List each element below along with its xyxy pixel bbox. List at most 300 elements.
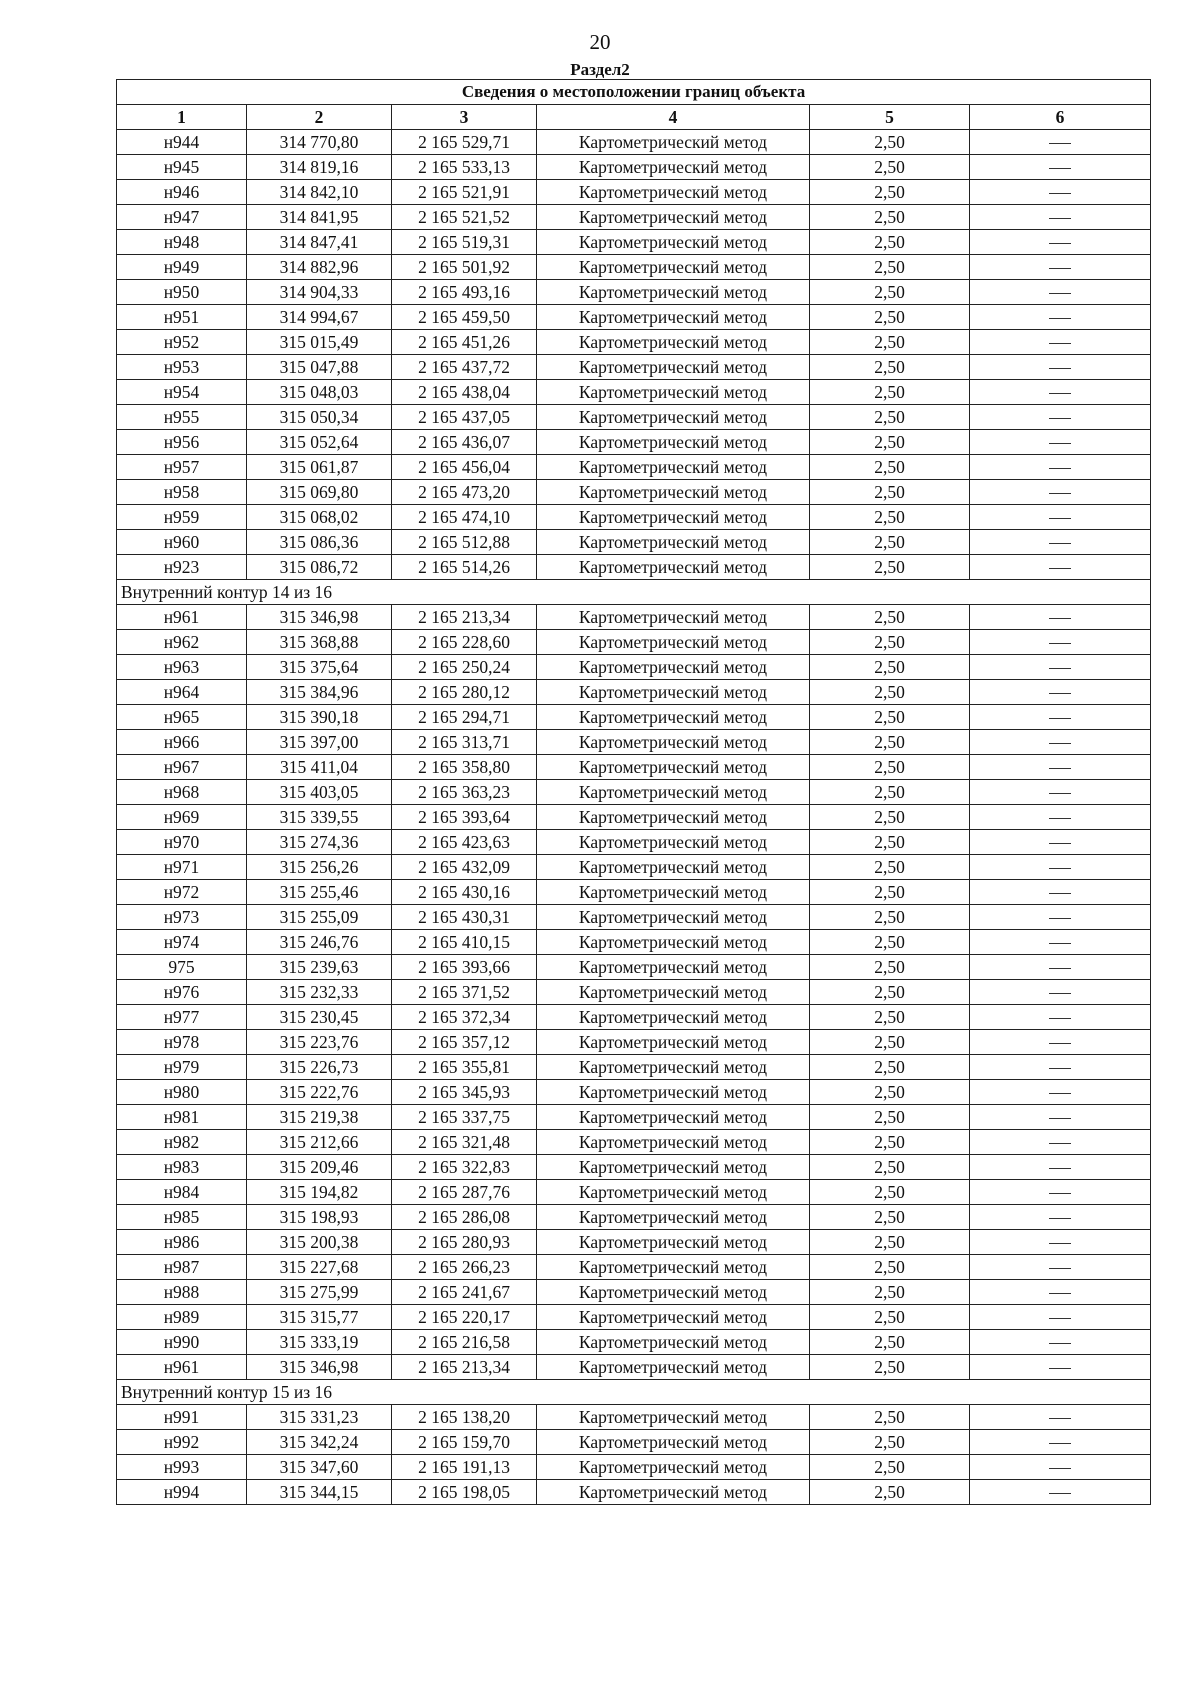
method-cell: Картометрический метод xyxy=(537,1305,810,1330)
column-header: 4 xyxy=(537,105,810,130)
accuracy-cell: 2,50 xyxy=(810,1405,970,1430)
accuracy-cell: 2,50 xyxy=(810,155,970,180)
note-cell xyxy=(970,130,1151,155)
method-cell: Картометрический метод xyxy=(537,1005,810,1030)
note-cell xyxy=(970,680,1151,705)
method-cell: Картометрический метод xyxy=(537,355,810,380)
table-row xyxy=(117,455,1151,480)
dash-mark xyxy=(1049,1193,1071,1194)
note-cell xyxy=(970,880,1151,905)
x-coordinate-cell: 315 347,60 xyxy=(247,1455,392,1480)
y-coordinate-cell: 2 165 250,24 xyxy=(392,655,537,680)
dash-mark xyxy=(1049,368,1071,369)
method-cell: Картометрический метод xyxy=(537,805,810,830)
dash-mark xyxy=(1049,718,1071,719)
dash-mark xyxy=(1049,843,1071,844)
method-cell: Картометрический метод xyxy=(537,1230,810,1255)
y-coordinate-cell: 2 165 191,13 xyxy=(392,1455,537,1480)
point-id-cell: н990 xyxy=(117,1330,247,1355)
note-cell xyxy=(970,530,1151,555)
accuracy-cell: 2,50 xyxy=(810,1180,970,1205)
y-coordinate-cell: 2 165 437,72 xyxy=(392,355,537,380)
method-cell: Картометрический метод xyxy=(537,1180,810,1205)
accuracy-cell: 2,50 xyxy=(810,530,970,555)
x-coordinate-cell: 315 342,24 xyxy=(247,1430,392,1455)
x-coordinate-cell: 315 198,93 xyxy=(247,1205,392,1230)
table-row xyxy=(117,655,1151,680)
method-cell: Картометрический метод xyxy=(537,680,810,705)
y-coordinate-cell: 2 165 519,31 xyxy=(392,230,537,255)
x-coordinate-cell: 315 255,09 xyxy=(247,905,392,930)
table-row xyxy=(117,880,1151,905)
y-coordinate-cell: 2 165 474,10 xyxy=(392,505,537,530)
dash-mark xyxy=(1049,243,1071,244)
x-coordinate-cell: 315 384,96 xyxy=(247,680,392,705)
accuracy-cell: 2,50 xyxy=(810,705,970,730)
point-id-cell: н947 xyxy=(117,205,247,230)
method-cell: Картометрический метод xyxy=(537,605,810,630)
accuracy-cell: 2,50 xyxy=(810,430,970,455)
method-cell: Картометрический метод xyxy=(537,155,810,180)
table-row xyxy=(117,630,1151,655)
y-coordinate-cell: 2 165 521,52 xyxy=(392,205,537,230)
accuracy-cell: 2,50 xyxy=(810,855,970,880)
dash-mark xyxy=(1049,1218,1071,1219)
y-coordinate-cell: 2 165 159,70 xyxy=(392,1430,537,1455)
column-header: 1 xyxy=(117,105,247,130)
table-row xyxy=(117,730,1151,755)
y-coordinate-cell: 2 165 266,23 xyxy=(392,1255,537,1280)
table-row xyxy=(117,955,1151,980)
point-id-cell: н981 xyxy=(117,1105,247,1130)
note-cell xyxy=(970,205,1151,230)
dash-mark xyxy=(1049,543,1071,544)
dash-mark xyxy=(1049,1118,1071,1119)
note-cell xyxy=(970,1305,1151,1330)
table-row xyxy=(117,1055,1151,1080)
note-cell xyxy=(970,405,1151,430)
table-row xyxy=(117,155,1151,180)
method-cell: Картометрический метод xyxy=(537,1280,810,1305)
dash-mark xyxy=(1049,668,1071,669)
accuracy-cell: 2,50 xyxy=(810,1080,970,1105)
method-cell: Картометрический метод xyxy=(537,305,810,330)
accuracy-cell: 2,50 xyxy=(810,630,970,655)
note-cell xyxy=(970,980,1151,1005)
table-caption: Сведения о местоположении границ объекта xyxy=(117,80,1151,105)
dash-mark xyxy=(1049,1143,1071,1144)
note-cell xyxy=(970,655,1151,680)
dash-mark xyxy=(1049,618,1071,619)
point-id-cell: н966 xyxy=(117,730,247,755)
dash-mark xyxy=(1049,1493,1071,1494)
note-cell xyxy=(970,305,1151,330)
note-cell xyxy=(970,180,1151,205)
x-coordinate-cell: 315 397,00 xyxy=(247,730,392,755)
table-row xyxy=(117,855,1151,880)
point-id-cell: н968 xyxy=(117,780,247,805)
point-id-cell: н962 xyxy=(117,630,247,655)
x-coordinate-cell: 315 274,36 xyxy=(247,830,392,855)
accuracy-cell: 2,50 xyxy=(810,280,970,305)
dash-mark xyxy=(1049,1368,1071,1369)
point-id-cell: н987 xyxy=(117,1255,247,1280)
method-cell: Картометрический метод xyxy=(537,855,810,880)
y-coordinate-cell: 2 165 345,93 xyxy=(392,1080,537,1105)
table-row xyxy=(117,1480,1151,1505)
accuracy-cell: 2,50 xyxy=(810,905,970,930)
contour-label: Внутренний контур 15 из 16 xyxy=(117,1380,1151,1405)
y-coordinate-cell: 2 165 451,26 xyxy=(392,330,537,355)
dash-mark xyxy=(1049,1093,1071,1094)
y-coordinate-cell: 2 165 529,71 xyxy=(392,130,537,155)
x-coordinate-cell: 315 223,76 xyxy=(247,1030,392,1055)
x-coordinate-cell: 315 068,02 xyxy=(247,505,392,530)
accuracy-cell: 2,50 xyxy=(810,1205,970,1230)
y-coordinate-cell: 2 165 432,09 xyxy=(392,855,537,880)
point-id-cell: н988 xyxy=(117,1280,247,1305)
table-row xyxy=(117,280,1151,305)
accuracy-cell: 2,50 xyxy=(810,1030,970,1055)
point-id-cell: н985 xyxy=(117,1205,247,1230)
accuracy-cell: 2,50 xyxy=(810,1105,970,1130)
note-cell xyxy=(970,855,1151,880)
method-cell: Картометрический метод xyxy=(537,730,810,755)
point-id-cell: н986 xyxy=(117,1230,247,1255)
dash-mark xyxy=(1049,418,1071,419)
x-coordinate-cell: 315 212,66 xyxy=(247,1130,392,1155)
dash-mark xyxy=(1049,1318,1071,1319)
y-coordinate-cell: 2 165 220,17 xyxy=(392,1305,537,1330)
accuracy-cell: 2,50 xyxy=(810,1280,970,1305)
table-row xyxy=(117,1405,1151,1430)
method-cell: Картометрический метод xyxy=(537,380,810,405)
note-cell xyxy=(970,1255,1151,1280)
dash-mark xyxy=(1049,868,1071,869)
dash-mark xyxy=(1049,918,1071,919)
method-cell: Картометрический метод xyxy=(537,755,810,780)
x-coordinate-cell: 314 841,95 xyxy=(247,205,392,230)
note-cell xyxy=(970,755,1151,780)
table-row xyxy=(117,705,1151,730)
y-coordinate-cell: 2 165 436,07 xyxy=(392,430,537,455)
point-id-cell: н946 xyxy=(117,180,247,205)
note-cell xyxy=(970,1480,1151,1505)
accuracy-cell: 2,50 xyxy=(810,680,970,705)
caption-row xyxy=(117,80,1151,105)
y-coordinate-cell: 2 165 280,12 xyxy=(392,680,537,705)
method-cell: Картометрический метод xyxy=(537,1080,810,1105)
method-cell: Картометрический метод xyxy=(537,180,810,205)
y-coordinate-cell: 2 165 473,20 xyxy=(392,480,537,505)
x-coordinate-cell: 315 200,38 xyxy=(247,1230,392,1255)
method-cell: Картометрический метод xyxy=(537,1030,810,1055)
point-id-cell: н952 xyxy=(117,330,247,355)
point-id-cell: н994 xyxy=(117,1480,247,1505)
point-id-cell: н983 xyxy=(117,1155,247,1180)
point-id-cell: н944 xyxy=(117,130,247,155)
accuracy-cell: 2,50 xyxy=(810,455,970,480)
accuracy-cell: 2,50 xyxy=(810,1330,970,1355)
table-row xyxy=(117,755,1151,780)
accuracy-cell: 2,50 xyxy=(810,130,970,155)
y-coordinate-cell: 2 165 280,93 xyxy=(392,1230,537,1255)
y-coordinate-cell: 2 165 363,23 xyxy=(392,780,537,805)
x-coordinate-cell: 315 219,38 xyxy=(247,1105,392,1130)
note-cell xyxy=(970,1080,1151,1105)
table-row xyxy=(117,1005,1151,1030)
table-row xyxy=(117,1355,1151,1380)
x-coordinate-cell: 315 232,33 xyxy=(247,980,392,1005)
method-cell: Картометрический метод xyxy=(537,655,810,680)
table-row xyxy=(117,605,1151,630)
table-row xyxy=(117,555,1151,580)
dash-mark xyxy=(1049,768,1071,769)
dash-mark xyxy=(1049,1043,1071,1044)
dash-mark xyxy=(1049,1243,1071,1244)
method-cell: Картометрический метод xyxy=(537,205,810,230)
accuracy-cell: 2,50 xyxy=(810,830,970,855)
dash-mark xyxy=(1049,818,1071,819)
y-coordinate-cell: 2 165 456,04 xyxy=(392,455,537,480)
note-cell xyxy=(970,380,1151,405)
x-coordinate-cell: 314 847,41 xyxy=(247,230,392,255)
column-header: 5 xyxy=(810,105,970,130)
dash-mark xyxy=(1049,943,1071,944)
accuracy-cell: 2,50 xyxy=(810,480,970,505)
method-cell: Картометрический метод xyxy=(537,405,810,430)
x-coordinate-cell: 315 222,76 xyxy=(247,1080,392,1105)
note-cell xyxy=(970,1055,1151,1080)
y-coordinate-cell: 2 165 512,88 xyxy=(392,530,537,555)
note-cell xyxy=(970,1330,1151,1355)
accuracy-cell: 2,50 xyxy=(810,305,970,330)
dash-mark xyxy=(1049,693,1071,694)
note-cell xyxy=(970,955,1151,980)
table-row xyxy=(117,505,1151,530)
x-coordinate-cell: 315 346,98 xyxy=(247,1355,392,1380)
column-header: 3 xyxy=(392,105,537,130)
y-coordinate-cell: 2 165 286,08 xyxy=(392,1205,537,1230)
x-coordinate-cell: 315 255,46 xyxy=(247,880,392,905)
method-cell: Картометрический метод xyxy=(537,880,810,905)
method-cell: Картометрический метод xyxy=(537,905,810,930)
point-id-cell: н976 xyxy=(117,980,247,1005)
point-id-cell: н971 xyxy=(117,855,247,880)
y-coordinate-cell: 2 165 423,63 xyxy=(392,830,537,855)
x-coordinate-cell: 315 390,18 xyxy=(247,705,392,730)
dash-mark xyxy=(1049,168,1071,169)
table-row xyxy=(117,1180,1151,1205)
x-coordinate-cell: 315 239,63 xyxy=(247,955,392,980)
method-cell: Картометрический метод xyxy=(537,1130,810,1155)
dash-mark xyxy=(1049,143,1071,144)
y-coordinate-cell: 2 165 337,75 xyxy=(392,1105,537,1130)
column-header: 6 xyxy=(970,105,1151,130)
method-cell: Картометрический метод xyxy=(537,455,810,480)
method-cell: Картометрический метод xyxy=(537,705,810,730)
note-cell xyxy=(970,1205,1151,1230)
x-coordinate-cell: 315 086,36 xyxy=(247,530,392,555)
point-id-cell: н948 xyxy=(117,230,247,255)
accuracy-cell: 2,50 xyxy=(810,1055,970,1080)
accuracy-cell: 2,50 xyxy=(810,755,970,780)
point-id-cell: н969 xyxy=(117,805,247,830)
method-cell: Картометрический метод xyxy=(537,1405,810,1430)
table-row xyxy=(117,905,1151,930)
point-id-cell: н984 xyxy=(117,1180,247,1205)
accuracy-cell: 2,50 xyxy=(810,805,970,830)
point-id-cell: н978 xyxy=(117,1030,247,1055)
note-cell xyxy=(970,805,1151,830)
point-id-cell: н964 xyxy=(117,680,247,705)
point-id-cell: н954 xyxy=(117,380,247,405)
accuracy-cell: 2,50 xyxy=(810,980,970,1005)
note-cell xyxy=(970,1455,1151,1480)
boundary-coordinates-table xyxy=(116,79,1151,1505)
dash-mark xyxy=(1049,793,1071,794)
dash-mark xyxy=(1049,343,1071,344)
dash-mark xyxy=(1049,1343,1071,1344)
table-row xyxy=(117,230,1151,255)
point-id-cell: н967 xyxy=(117,755,247,780)
point-id-cell: н950 xyxy=(117,280,247,305)
table-row xyxy=(117,830,1151,855)
table-row xyxy=(117,780,1151,805)
point-id-cell: н970 xyxy=(117,830,247,855)
y-coordinate-cell: 2 165 430,31 xyxy=(392,905,537,930)
table-row xyxy=(117,305,1151,330)
y-coordinate-cell: 2 165 501,92 xyxy=(392,255,537,280)
note-cell xyxy=(970,1180,1151,1205)
note-cell xyxy=(970,1130,1151,1155)
y-coordinate-cell: 2 165 533,13 xyxy=(392,155,537,180)
note-cell xyxy=(970,480,1151,505)
x-coordinate-cell: 315 344,15 xyxy=(247,1480,392,1505)
table-row xyxy=(117,1430,1151,1455)
accuracy-cell: 2,50 xyxy=(810,255,970,280)
table-row xyxy=(117,130,1151,155)
x-coordinate-cell: 315 375,64 xyxy=(247,655,392,680)
method-cell: Картометрический метод xyxy=(537,955,810,980)
dash-mark xyxy=(1049,1268,1071,1269)
note-cell xyxy=(970,505,1151,530)
method-cell: Картометрический метод xyxy=(537,330,810,355)
accuracy-cell: 2,50 xyxy=(810,230,970,255)
point-id-cell: н951 xyxy=(117,305,247,330)
accuracy-cell: 2,50 xyxy=(810,180,970,205)
x-coordinate-cell: 315 209,46 xyxy=(247,1155,392,1180)
y-coordinate-cell: 2 165 198,05 xyxy=(392,1480,537,1505)
x-coordinate-cell: 315 230,45 xyxy=(247,1005,392,1030)
y-coordinate-cell: 2 165 372,34 xyxy=(392,1005,537,1030)
accuracy-cell: 2,50 xyxy=(810,930,970,955)
point-id-cell: н982 xyxy=(117,1130,247,1155)
accuracy-cell: 2,50 xyxy=(810,355,970,380)
y-coordinate-cell: 2 165 322,83 xyxy=(392,1155,537,1180)
accuracy-cell: 2,50 xyxy=(810,1305,970,1330)
dash-mark xyxy=(1049,468,1071,469)
note-cell xyxy=(970,930,1151,955)
table-row xyxy=(117,680,1151,705)
x-coordinate-cell: 315 015,49 xyxy=(247,330,392,355)
note-cell xyxy=(970,355,1151,380)
point-id-cell: н961 xyxy=(117,605,247,630)
x-coordinate-cell: 314 770,80 xyxy=(247,130,392,155)
table-row xyxy=(117,355,1151,380)
dash-mark xyxy=(1049,268,1071,269)
x-coordinate-cell: 315 333,19 xyxy=(247,1330,392,1355)
dash-mark xyxy=(1049,493,1071,494)
note-cell xyxy=(970,705,1151,730)
y-coordinate-cell: 2 165 371,52 xyxy=(392,980,537,1005)
y-coordinate-cell: 2 165 228,60 xyxy=(392,630,537,655)
y-coordinate-cell: 2 165 393,66 xyxy=(392,955,537,980)
table-row xyxy=(117,405,1151,430)
y-coordinate-cell: 2 165 294,71 xyxy=(392,705,537,730)
table-row xyxy=(117,1455,1151,1480)
y-coordinate-cell: 2 165 321,48 xyxy=(392,1130,537,1155)
method-cell: Картометрический метод xyxy=(537,980,810,1005)
column-header: 2 xyxy=(247,105,392,130)
point-id-cell: н957 xyxy=(117,455,247,480)
table-row xyxy=(117,1205,1151,1230)
dash-mark xyxy=(1049,443,1071,444)
method-cell: Картометрический метод xyxy=(537,480,810,505)
method-cell: Картометрический метод xyxy=(537,530,810,555)
table-row xyxy=(117,1030,1151,1055)
point-id-cell: 975 xyxy=(117,955,247,980)
table-row xyxy=(117,1155,1151,1180)
y-coordinate-cell: 2 165 493,16 xyxy=(392,280,537,305)
accuracy-cell: 2,50 xyxy=(810,1255,970,1280)
point-id-cell: н973 xyxy=(117,905,247,930)
y-coordinate-cell: 2 165 459,50 xyxy=(392,305,537,330)
method-cell: Картометрический метод xyxy=(537,780,810,805)
y-coordinate-cell: 2 165 213,34 xyxy=(392,605,537,630)
accuracy-cell: 2,50 xyxy=(810,655,970,680)
x-coordinate-cell: 315 052,64 xyxy=(247,430,392,455)
table-row xyxy=(117,1255,1151,1280)
note-cell xyxy=(970,1230,1151,1255)
method-cell: Картометрический метод xyxy=(537,255,810,280)
dash-mark xyxy=(1049,193,1071,194)
point-id-cell: н956 xyxy=(117,430,247,455)
x-coordinate-cell: 315 339,55 xyxy=(247,805,392,830)
dash-mark xyxy=(1049,1018,1071,1019)
method-cell: Картометрический метод xyxy=(537,130,810,155)
note-cell xyxy=(970,280,1151,305)
note-cell xyxy=(970,155,1151,180)
x-coordinate-cell: 315 368,88 xyxy=(247,630,392,655)
method-cell: Картометрический метод xyxy=(537,555,810,580)
accuracy-cell: 2,50 xyxy=(810,1455,970,1480)
accuracy-cell: 2,50 xyxy=(810,555,970,580)
x-coordinate-cell: 315 403,05 xyxy=(247,780,392,805)
method-cell: Картометрический метод xyxy=(537,1455,810,1480)
accuracy-cell: 2,50 xyxy=(810,955,970,980)
table-row xyxy=(117,430,1151,455)
y-coordinate-cell: 2 165 438,04 xyxy=(392,380,537,405)
x-coordinate-cell: 315 048,03 xyxy=(247,380,392,405)
note-cell xyxy=(970,1280,1151,1305)
point-id-cell: н955 xyxy=(117,405,247,430)
accuracy-cell: 2,50 xyxy=(810,1005,970,1030)
y-coordinate-cell: 2 165 313,71 xyxy=(392,730,537,755)
method-cell: Картометрический метод xyxy=(537,1205,810,1230)
accuracy-cell: 2,50 xyxy=(810,780,970,805)
table-row xyxy=(117,255,1151,280)
